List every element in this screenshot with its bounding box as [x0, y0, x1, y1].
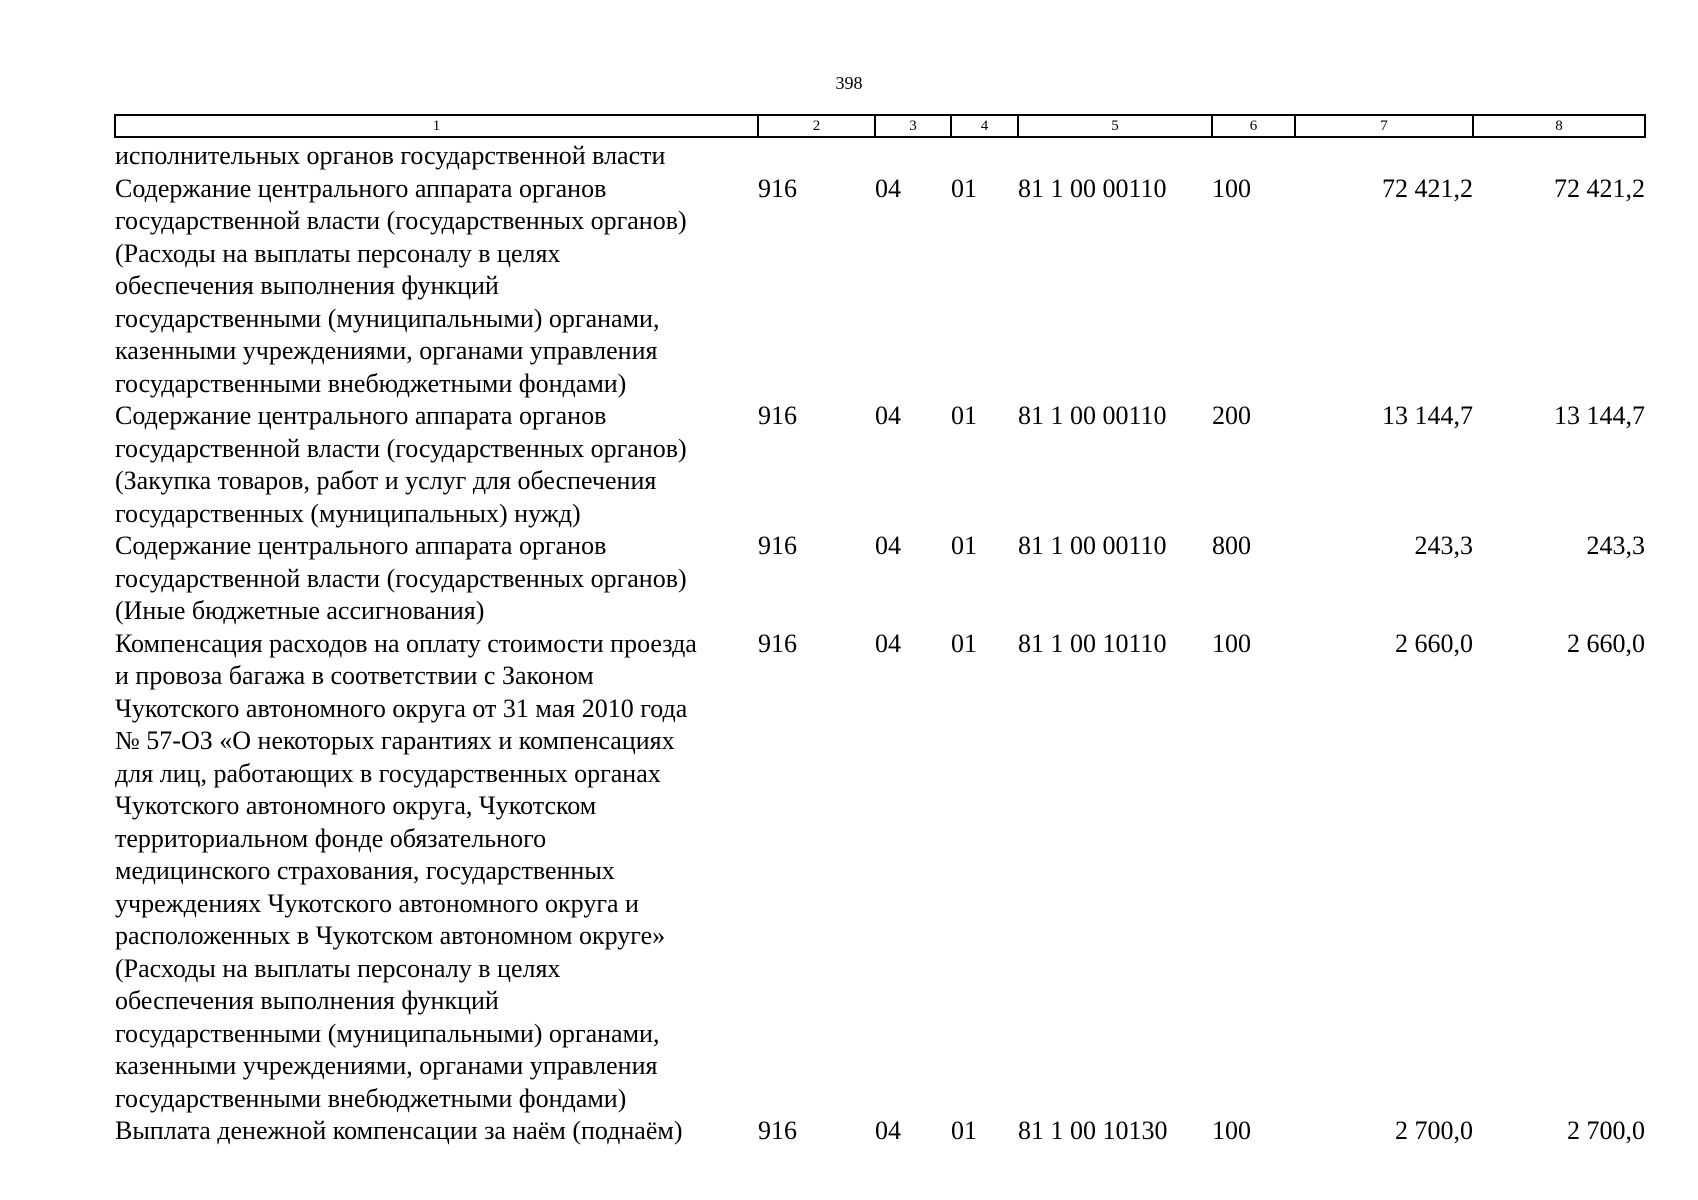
description-line: государственными (муниципальными) органами, — [115, 1018, 660, 1048]
description-line: (Расходы на выплаты персоналу в целях — [115, 953, 561, 983]
column-header: 7 — [1295, 115, 1473, 137]
description-line: территориальном фонде обязательного — [115, 823, 547, 853]
row-description — [115, 1115, 758, 1148]
description-line: государственными внебюджетными фондами) — [115, 1083, 627, 1113]
ministry-code: 916 — [758, 628, 797, 658]
amount-col7: 72 421,2 — [1382, 173, 1473, 203]
row-description — [115, 628, 758, 1116]
budget-table — [114, 114, 1646, 1148]
column-header: 8 — [1473, 115, 1645, 137]
expense-type-code: 100 — [1212, 1116, 1251, 1145]
ministry-code: 916 — [758, 173, 797, 203]
expense-type-code: 100 — [1212, 628, 1251, 658]
target-article-code: 81 1 00 00110 — [1018, 531, 1167, 560]
page-number: 398 — [835, 73, 863, 93]
table-row — [115, 173, 1645, 401]
target-article-code: 81 1 00 10130 — [1018, 1116, 1168, 1145]
column-header: 6 — [1212, 115, 1295, 137]
row-description — [115, 400, 758, 530]
description-line: государственной власти (государственных органов) — [115, 563, 687, 593]
amount-col8: 2 660,0 — [1567, 628, 1645, 658]
expense-type-code: 100 — [1212, 173, 1251, 203]
column-header: 1 — [115, 115, 758, 137]
expense-type-code: 800 — [1212, 531, 1251, 560]
description-line: медицинского страхования, государственных — [115, 856, 615, 885]
section-code: 04 — [875, 628, 901, 658]
target-article-code: 81 1 00 10110 — [1018, 628, 1167, 658]
ministry-code: 916 — [758, 531, 797, 560]
description-line: обеспечения выполнения функций — [115, 271, 499, 300]
description-line: № 57-ОЗ «О некоторых гарантиях и компенсациях — [115, 726, 675, 755]
table-row — [115, 628, 1645, 1116]
description-line: казенными учреждениями, органами управления — [115, 336, 658, 365]
amount-col8: 72 421,2 — [1554, 173, 1645, 203]
column-header: 2 — [758, 115, 875, 137]
description-line: (Закупка товаров, работ и услуг для обеспечения — [115, 466, 657, 495]
table-row — [115, 1115, 1645, 1148]
amount-col7: 13 144,7 — [1382, 401, 1473, 430]
target-article-code: 81 1 00 00110 — [1018, 173, 1167, 203]
description-line: государственной власти (государственных органов) — [115, 433, 687, 463]
continuation-text: исполнительных органов государственной власти — [115, 141, 666, 170]
table-body — [115, 137, 1645, 1148]
ministry-code: 916 — [758, 401, 797, 430]
amount-col8: 243,3 — [1586, 531, 1645, 560]
column-header: 3 — [875, 115, 951, 137]
subsection-code: 01 — [951, 173, 977, 203]
subsection-code: 01 — [951, 1116, 977, 1145]
description-line: (Иные бюджетные ассигнования) — [115, 596, 485, 625]
row-description — [115, 173, 758, 401]
section-code: 04 — [875, 531, 901, 560]
description-line: Содержание центрального аппарата органов — [115, 401, 607, 430]
description-line: государственными (муниципальными) органами, — [115, 303, 660, 333]
description-line: и провоза багажа в соответствии с Законом — [115, 661, 594, 690]
description-line: казенными учреждениями, органами управления — [115, 1051, 658, 1080]
description-line: Компенсация расходов на оплату стоимости проезда — [115, 628, 697, 658]
description-line: (Расходы на выплаты персоналу в целях — [115, 238, 561, 268]
row-description — [115, 530, 758, 628]
description-line: учреждениях Чукотского автономного округа и — [115, 888, 639, 918]
target-article-code: 81 1 00 00110 — [1018, 401, 1167, 430]
section-code: 04 — [875, 1116, 901, 1145]
description-line: Содержание центрального аппарата органов — [115, 173, 607, 203]
description-line: государственных (муниципальных) нужд) — [115, 498, 581, 528]
expense-type-code: 200 — [1212, 401, 1251, 430]
table-row — [115, 400, 1645, 530]
subsection-code: 01 — [951, 628, 977, 658]
table-row — [115, 530, 1645, 628]
amount-col7: 2 660,0 — [1395, 628, 1473, 658]
description-line: расположенных в Чукотском автономном округе» — [115, 921, 666, 950]
continuation-row — [115, 137, 1645, 173]
description-line: для лиц, работающих в государственных органах — [115, 758, 661, 788]
amount-col8: 2 700,0 — [1567, 1116, 1645, 1145]
subsection-code: 01 — [951, 531, 977, 560]
description-line: государственными внебюджетными фондами) — [115, 368, 627, 398]
column-number-row — [115, 115, 1645, 137]
column-header: 5 — [1018, 115, 1212, 137]
description-line: государственной власти (государственных органов) — [115, 206, 687, 235]
column-header: 4 — [951, 115, 1018, 137]
description-line: Содержание центрального аппарата органов — [115, 531, 607, 560]
description-line: Выплата денежной компенсации за наём (поднаём) — [115, 1116, 683, 1145]
section-code: 04 — [875, 173, 901, 203]
amount-col7: 243,3 — [1414, 531, 1473, 560]
description-line: обеспечения выполнения функций — [115, 986, 499, 1015]
amount-col7: 2 700,0 — [1395, 1116, 1473, 1145]
amount-col8: 13 144,7 — [1554, 401, 1645, 430]
ministry-code: 916 — [758, 1116, 797, 1145]
subsection-code: 01 — [951, 401, 977, 430]
description-line: Чукотского автономного округа от 31 мая 2010 года — [115, 693, 688, 723]
section-code: 04 — [875, 401, 901, 430]
description-line: Чукотского автономного округа, Чукотском — [115, 791, 597, 820]
